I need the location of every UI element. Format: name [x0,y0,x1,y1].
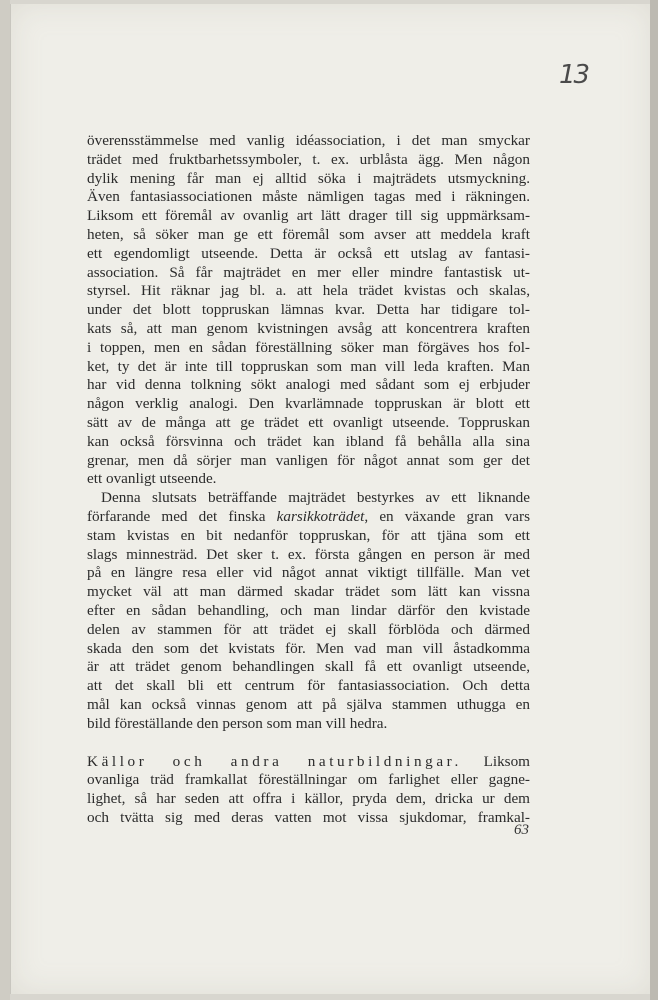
text-line: ett ovanligt utseende. [87,470,217,488]
page-number: 63 [514,822,529,838]
text-line: Denna slutsats beträffande majträdet bestyrkes av ett liknande [101,489,530,507]
text-line: kan också försvinna och trädet kan ibland få behålla alla sina [87,432,530,450]
text-line: bild föreställande den person som man vill hedra. [87,714,388,732]
page-gutter [0,0,10,1000]
text-line: i toppen, men en sådan föreställning söker man förgäves hos fol- [87,338,530,356]
text-line: är att trädet genom behandlingen skall få ett ovanligt utseende, [87,658,530,676]
text-line: mål kan också vinnas genom att på själva stammen uthugga en [87,695,530,713]
text-line: efter en sådan behandling, och man lindar därför den kvistade [87,601,530,619]
section-paragraph [87,771,530,827]
book-page [10,4,651,994]
text-line: Liksom ett föremål av ovanlig art lätt drager till sig uppmärksam- [87,207,530,225]
text-line: delen av stammen för att trädet ej skall förblöda och därmed [87,620,530,638]
section-heading: Källor och andra naturbildningar. [87,752,462,770]
page-edge [650,0,658,1000]
text-line: mycket väl att man därmed skadar trädet som lätt kan vissna [87,583,530,601]
text-line: grenar, men då sörjer man vanligen för något annat som ger det [87,451,530,469]
text-line: att det skall bli ett centrum för fantasiassociation. Och detta [87,677,530,695]
text-line: under det blott toppruskan lämnas kvar. Detta har tidigare tol- [87,301,530,319]
text-line: skada den som det kvistats för. Men vad man vill åstadkomma [87,639,530,657]
text-line: trädet med fruktbarhetssymboler, t. ex. urblåsta ägg. Men någon [87,150,530,168]
text-line: har vid denna tolkning sökt analogi med sådant som ej erbjuder [87,376,530,394]
text-line: ovanliga träd framkallat föreställningar om farlighet eller gagne- [87,771,530,789]
text-line: ket, ty det är inte till toppruskan som man vill leda kraften. Man [87,357,530,375]
text-line: heten, så söker man ge ett föremål som avser att meddela kraft [87,225,530,243]
text-line: på en längre resa eller vid något annat viktigt tillfälle. Man vet [87,564,530,582]
section-heading-continuation: Liksom [483,752,530,770]
text-line: ett egendomligt utseende. Detta är också ett utslag av fantasi- [87,244,530,262]
text-line: förfarande med det finska karsikkoträdet, en växande gran vars [87,507,530,525]
text-line: dylik mening får man ej alltid söka i majträdets utsmyckning. [87,169,530,187]
main-paragraphs [87,132,530,734]
section-gap [87,734,530,753]
body-text [87,132,530,828]
text-line: association. Så får majträdet en mer eller mindre fantastisk ut- [87,263,530,281]
text-line: och tvätta sig med deras vatten mot vissa sjukdomar, framkal- [87,808,530,826]
text-line: styrsel. Hit räknar jag bl. a. att hela trädet kvistas och skalas, [87,282,530,300]
text-line: lighet, så har seden att offra i källor, pryda dem, dricka ur dem [87,790,530,808]
text-line: någon verklig analogi. Den kvarlämnade toppruskan är blott ett [87,395,530,413]
text-line: stam kvistas en bit nedanför toppruskan, för att tjäna som ett [87,526,530,544]
text-line: Även fantasiassociationen måste nämligen tagas med i räkningen. [87,188,530,206]
text-line: överensstämmelse med vanlig idéassociation, i det man smyckar [87,132,530,149]
text-line: slags minnesträd. Det sker t. ex. första gången en person är med [87,545,530,563]
text-line: kats så, att man genom kvistningen avsåg att koncentrera kraften [87,319,530,337]
text-line: sätt av de många att ge trädet ett ovanligt utseende. Toppruskan [87,413,530,431]
handwritten-folio-number: 13 [559,60,589,90]
section-heading-line [87,753,530,772]
